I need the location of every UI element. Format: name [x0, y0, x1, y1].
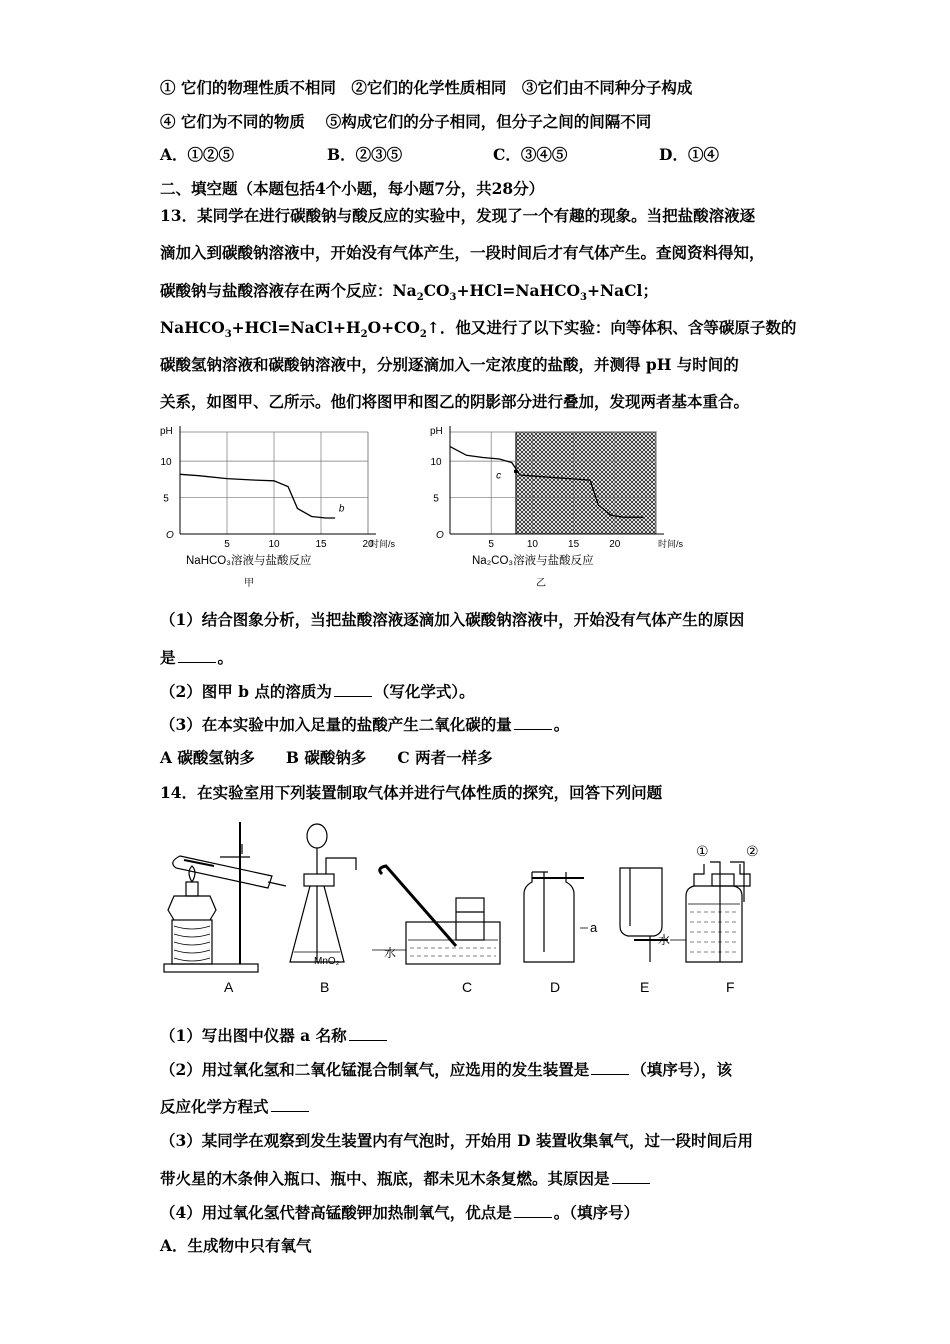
x-tick-label: 10 — [526, 539, 538, 550]
ph-chart-jia — [158, 422, 418, 592]
answer-blank-8[interactable] — [514, 1204, 552, 1218]
point-label-b: b — [338, 503, 345, 515]
q13-line-3: 碳酸钠与盐酸溶液存在两个反应：$Na_2CO_3+HCl=NaHCO_3+NaCl$； — [160, 281, 658, 304]
ph-chart-yi — [420, 422, 710, 592]
answer-blank-3[interactable] — [514, 716, 552, 730]
answer-blank-2[interactable] — [334, 683, 372, 697]
q14-part3-a: （3）某同学在观察到发生装置内有气泡时，开始用 D 装置收集氧气，过一段时间后用 — [160, 1131, 754, 1150]
chart-caption: 乙 — [536, 578, 546, 589]
q12-option-b[interactable]: B．②③⑤ — [327, 145, 403, 164]
svg-text:②: ② — [746, 843, 759, 859]
svg-text:①: ① — [696, 843, 709, 859]
q13-line-4: $NaHCO_3+HCl=NaCl+H_2O+CO_2↑$．他又进行了以下实验：向等体积、含等碳原子数的 — [160, 318, 797, 341]
svg-text:a: a — [590, 920, 598, 935]
shaded-region — [516, 432, 656, 534]
q12-option-d[interactable]: D．①④ — [659, 145, 719, 164]
apparatus-e — [620, 868, 671, 962]
label-f: F — [726, 979, 735, 995]
answer-blank-1[interactable] — [178, 649, 216, 663]
answer-blank-5[interactable] — [591, 1061, 629, 1075]
q13-line-5: 碳酸氢钠溶液和碳酸钠溶液中，分别逐滴加入一定浓度的盐酸，并测得 pH 与时间的 — [160, 355, 739, 374]
x-tick-label: 10 — [268, 539, 280, 550]
section-title: 二、填空题（本题包括4个小题，每小题7分，共28分） — [160, 179, 545, 198]
apparatus-d — [524, 872, 598, 962]
q13-part2: （2）图甲 b 点的溶质为 （写化学式）。 — [160, 682, 475, 701]
y-tick-label: 10 — [160, 457, 172, 469]
q12-statements-1: ① 它们的物理性质不相同 ②它们的化学性质相同 ③它们由不同种分子构成 — [160, 78, 693, 97]
q12-option-c[interactable]: C．③④⑤ — [493, 145, 568, 164]
q14-title: 14．在实验室用下列装置制取气体并进行气体性质的探究，回答下列问题 — [160, 783, 663, 802]
point-label-c: c — [496, 470, 502, 482]
q12-option-a[interactable]: A．①②⑤ — [160, 145, 235, 164]
x-tick-label: 15 — [315, 539, 327, 550]
q13-line-6: 关系，如图甲、乙所示。他们将图甲和图乙的阴影部分进行叠加，发现两者基本重合。 — [160, 392, 750, 411]
q13-part3: （3）在本实验中加入足量的盐酸产生二氧化碳的量 。 — [160, 715, 570, 734]
q14-part4: （4）用过氧化氢代替高锰酸钾加热制氧气，优点是 。（填序号） — [160, 1203, 640, 1222]
x-tick-label: 5 — [224, 539, 230, 550]
q14-part3-b: 带火星的木条伸入瓶口、瓶中、瓶底，都未见木条复燃。其原因是 — [160, 1170, 652, 1187]
apparatus-a — [164, 822, 286, 972]
q14-option-a[interactable]: A．生成物中只有氧气 — [160, 1236, 312, 1255]
apparatus-f — [658, 843, 759, 962]
chart-caption: 甲 — [244, 578, 254, 589]
q13-part1-a: （1）结合图象分析，当把盐酸溶液逐滴加入碳酸钠溶液中，开始没有气体产生的原因 — [160, 610, 745, 629]
q13-line-2: 滴加入到碳酸钠溶液中，开始没有气体产生，一段时间后才有气体产生。查阅资料得知， — [160, 243, 765, 262]
y-axis-label: pH — [160, 426, 173, 437]
q12-statements-2: ④ 它们为不同的物质 ⑤构成它们的分子相同，但分子之间的间隔不同 — [160, 112, 652, 131]
svg-text:水: 水 — [658, 933, 671, 947]
q14-part1: （1）写出图中仪器 a 名称 — [160, 1027, 389, 1044]
q13-line-1: 13．某同学在进行碳酸钠与酸反应的实验中，发现了一个有趣的现象。当把盐酸溶液逐 — [160, 206, 756, 225]
origin-label: O — [166, 530, 174, 541]
svg-text:水: 水 — [384, 946, 397, 960]
x-tick-label: 5 — [488, 539, 494, 550]
origin-label: O — [436, 530, 444, 541]
chart-title: NaHCO₃溶液与盐酸反应 — [186, 555, 312, 567]
x-tick-label: 20 — [362, 539, 374, 550]
q12-options — [160, 147, 719, 163]
apparatus-b — [290, 824, 356, 967]
q13-part1-b: 是 。 — [160, 648, 234, 667]
label-d: D — [550, 979, 561, 995]
chart-title: Na₂CO₃溶液与盐酸反应 — [472, 555, 594, 567]
apparatus-figure — [160, 812, 780, 1002]
y-tick-label: 5 — [163, 493, 169, 505]
x-axis-label: 时间/s — [370, 539, 396, 549]
label-b: B — [320, 979, 330, 995]
apparatus-c — [372, 866, 500, 964]
label-c: C — [462, 979, 473, 995]
x-tick-label: 20 — [609, 539, 621, 550]
q14-part2-a: （2）用过氧化氢和二氧化锰混合制氧气，应选用的发生装置是 （填序号），该 — [160, 1060, 733, 1079]
svg-text:MnO₂: MnO₂ — [314, 956, 340, 967]
answer-blank-4[interactable] — [349, 1027, 387, 1041]
y-tick-label: 10 — [430, 457, 442, 469]
answer-blank-7[interactable] — [612, 1170, 650, 1184]
point-c-marker — [514, 469, 518, 473]
label-a: A — [224, 979, 234, 995]
answer-blank-6[interactable] — [271, 1098, 309, 1112]
label-e: E — [640, 979, 650, 995]
q14-part2-b: 反应化学方程式 — [160, 1098, 311, 1115]
q13-options[interactable]: A 碳酸氢钠多 B 碳酸钠多 C 两者一样多 — [160, 748, 493, 767]
x-axis-label: 时间/s — [658, 539, 684, 549]
ph-curve — [180, 474, 335, 518]
y-axis-label: pH — [430, 426, 443, 437]
x-tick-label: 15 — [568, 539, 580, 550]
y-tick-label: 5 — [433, 493, 439, 505]
